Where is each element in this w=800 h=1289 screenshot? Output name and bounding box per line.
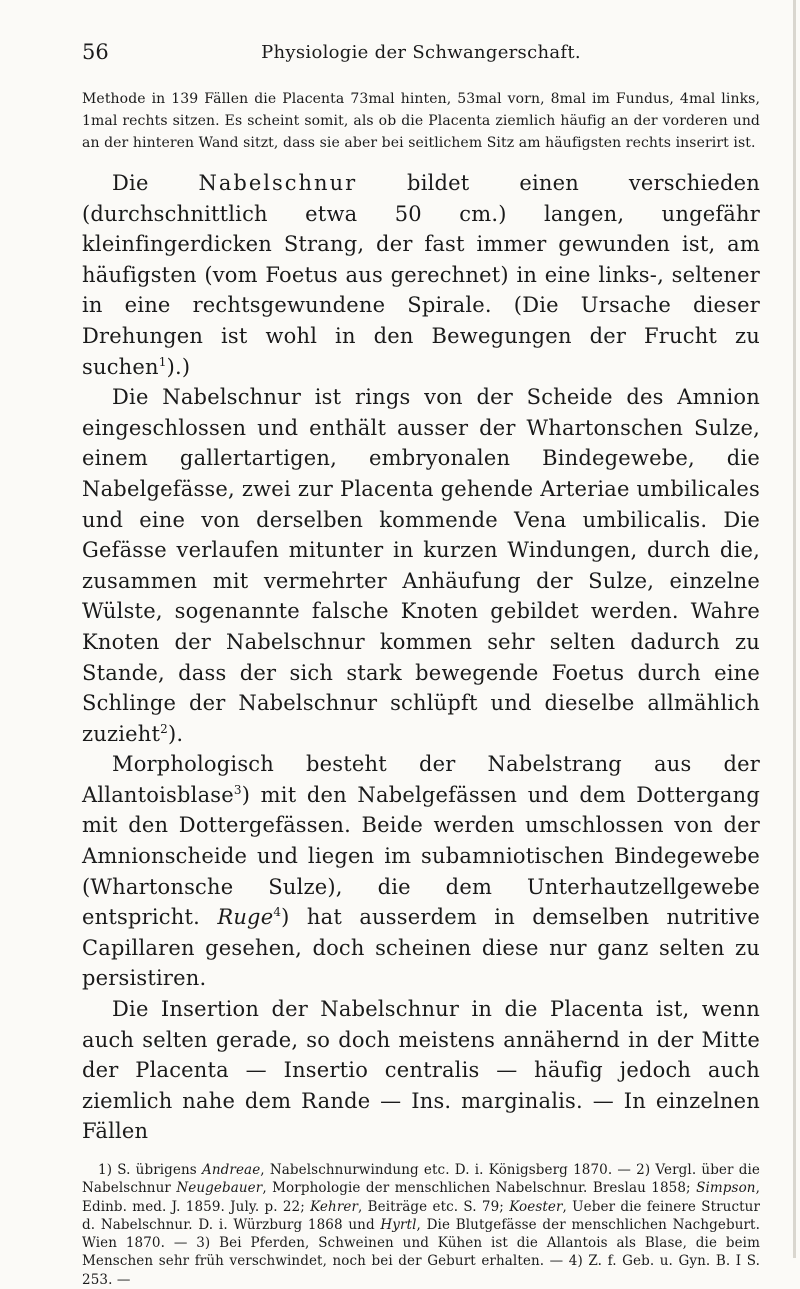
fn2-text-b: , Morphologie der menschlichen Nabelschnur. Breslau 1858; [262,1180,697,1197]
page-number: 56 [82,40,109,64]
footnote-ref-1: 1 [158,354,167,369]
footnote-ref-3: 3 [233,782,242,797]
fn2-text-d: , Beiträge etc. S. 79; [358,1198,510,1215]
footnote-block [82,1161,760,1289]
para2-end: ). [168,721,184,746]
fn1-author: Andreae [202,1162,261,1178]
fn2-author: Neugebauer [176,1180,263,1197]
intro-small-paragraph: Methode in 139 Fällen die Placenta 73mal hinten, 53mal vorn, 8mal im Fundus, 4mal links, 1mal rechts sitzen. Es scheint somit, als ob die Placenta ziemlich häufig an der vorderen und an der hinteren Wand sitzt, dass sie aber bei seitlichem Sitz am häufigsten rechts inserirt ist. [82,91,760,151]
paragraph-insertion [82,994,760,1147]
para2-text: Die Nabelschnur ist rings von der Scheide des Amnion eingeschlossen und enthält ausser der Whartonschen Sulze, einem gallertartigen, embryonalen Bindegewebe, die Nabelgefässe, zwei zur Placenta gehende Arteriae umbilicales und eine von derselben kommende Vena umbilicalis. Die Gefässe verlaufen mitunter in kurzen Windungen, durch die, zusammen mit vermehrter Anhäufung der Sulze, einzelne Wülste, sogenannte falsche Knoten gebildet werden. Wahre Knoten der Nabelschnur kommen sehr selten dadurch zu Stande, dass der sich stark bewegende Foetus durch eine Schlinge der Nabelschnur schlüpft und dieselbe allmählich zuzieht [82,385,760,746]
term-nabelschnur: Nabelschnur [198,171,358,195]
para3-text-c: ) hat ausserdem in demselben nutritive Capillaren gesehen, doch scheinen diese nur ganz selten zu persistiren. [82,905,760,991]
paragraph-morphologisch [82,749,760,994]
fn2-text-f: , Die Blutgefässe der menschlichen Nachgeburt. Wien 1870. — 3) Bei Pferden, Schweinen und Kühen ist die Allantois als Blase, die beim Menschen sehr früh verschwindet, noch bei der Geburt erhalten. — 4) Z. f. Geb. u. Gyn. B. I S. 253. — [82,1216,760,1288]
fn2-text-c: , Edinb. med. J. 1859. July. p. 22; [82,1180,761,1215]
running-title: Physiologie der Schwangerschaft. [261,42,581,63]
fn2-author5: Hyrtl [380,1216,417,1233]
fn2-author3: Kehrer [310,1198,359,1215]
para1-start: Die [112,171,199,195]
footnote-ref-2: 2 [160,721,169,736]
para4-text: Die Insertion der Nabelschnur in die Placenta ist, wenn auch selten gerade, so doch meistens annähernd in der Mitte der Placenta — Insertio centralis — häufig jedoch auch ziemlich nahe dem Rande — Ins. marginalis. — In einzelnen Fällen [82,997,760,1144]
fn2-author4: Koester [509,1198,563,1215]
page-edge [793,0,796,1258]
page-header [82,40,760,74]
fn2-author2: Simpson [696,1180,756,1197]
paragraph-scheide [82,382,760,749]
author-ruge: Ruge [217,905,274,930]
para1-text: bildet einen verschieden (durchschnittlich etwa 50 cm.) langen, ungefähr kleinfingerdicken Strang, der fast immer gewunden ist, am häufigsten (vom Foetus aus gerechnet) in eine links-, seltener in eine rechtsgewundene Spirale. (Die Ursache dieser Drehungen ist wohl in den Bewegungen der Frucht zu suchen [82,171,760,379]
fn1-text: 1) S. übrigens [98,1162,203,1178]
para1-end: ).) [166,354,191,379]
fn1-text-b: , Nabelschnurwindung etc. D. i. Königsberg 1870. — 2) Vergl. über die Nabelschnur [82,1162,761,1197]
fn2-text-e: , Ueber die feinere Structur d. Nabelschnur. D. i. Würzburg 1868 und [82,1198,760,1233]
footnotes [82,1161,760,1289]
paragraph-nabelschnur [82,168,760,382]
footnote-ref-4: 4 [273,905,282,920]
book-page [82,40,760,1289]
para3-text-b: ) mit den Nabelgefässen und dem Dottergang mit den Dottergefässen. Beide werden umschlossen von der Amnionscheide und liegen im subamniotischen Bindegewebe (Whartonsche Sulze), die dem Unterhautzellgewebe entspricht. [82,782,760,930]
main-text [82,168,760,1147]
para3-text-a: Morphologisch besteht der Nabelstrang aus der Allantoisblase [82,752,760,807]
